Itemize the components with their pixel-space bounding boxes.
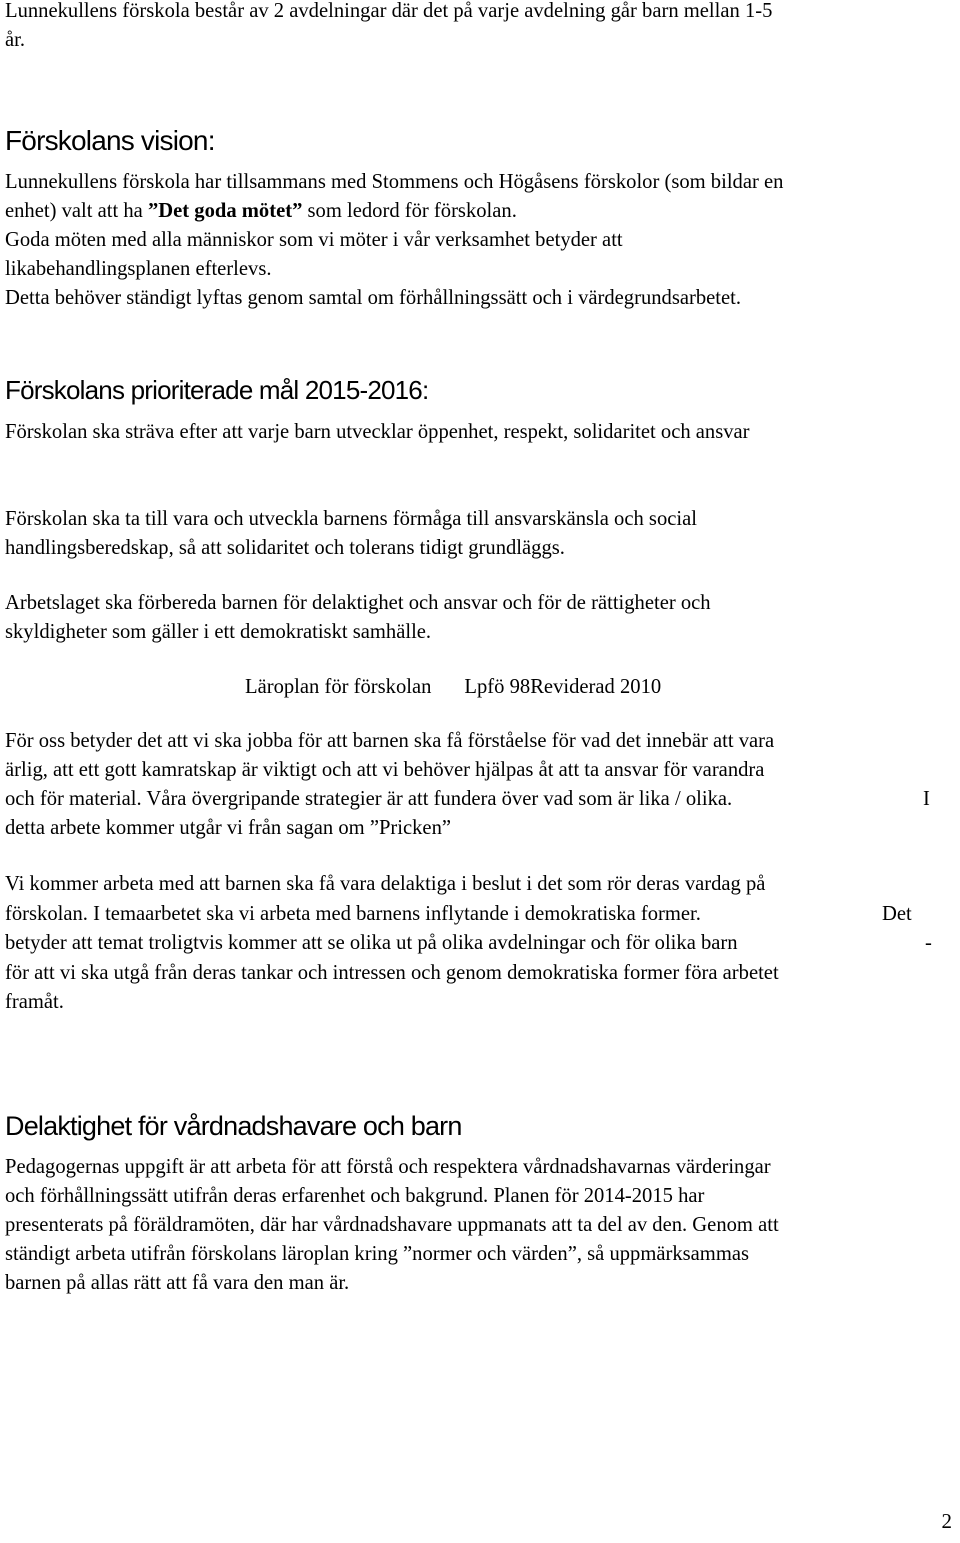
intro-line: Lunnekullens förskola består av 2 avdelningar där det på varje avdelning går barn mellan 1-5 xyxy=(5,0,773,22)
vision-paragraph xyxy=(5,168,783,313)
goals-text: betyder att temat troligtvis kommer att se olika ut på olika avdelningar och för olika barn xyxy=(5,932,738,954)
goals-paragraph-3 xyxy=(5,589,711,647)
participation-heading: Delaktighet för vårdnadshavare och barn xyxy=(5,1111,462,1141)
goals-line xyxy=(5,929,932,959)
goals-paragraph-5 xyxy=(5,870,932,1018)
participation-line: Pedagogernas uppgift är att arbeta för att förstå och respektera vårdnadshavarnas värderingar xyxy=(5,1156,771,1178)
goals-line: Förskolan ska ta till vara och utveckla barnens förmåga till ansvarskänsla och social xyxy=(5,508,697,530)
vision-heading: Förskolans vision: xyxy=(5,125,215,156)
participation-line: presenterats på föräldramöten, där har vårdnadshavare uppmanats att ta del av den. Genom att xyxy=(5,1214,779,1236)
intro-line: år. xyxy=(5,29,26,51)
goals-line: skyldigheter som gäller i ett demokratiskt samhälle. xyxy=(5,621,432,643)
goals-line: handlingsberedskap, så att solidaritet och tolerans tidigt grundläggs. xyxy=(5,537,565,559)
goals-text: Det xyxy=(882,902,912,925)
participation-line: ständigt arbeta utifrån förskolans läroplan kring ”normer och värden”, så uppmärksammas xyxy=(5,1243,749,1265)
participation-line: barnen på allas rätt att få vara den man är. xyxy=(5,1272,350,1294)
vision-line: Lunnekullens förskola har tillsammans med Stommens och Högåsens förskolor (som bildar en xyxy=(5,171,784,193)
goals-line: Förskolan ska sträva efter att varje barn utvecklar öppenhet, respekt, solidaritet och ansvar xyxy=(5,421,750,443)
goals-text: förskolan. I temaarbetet ska vi arbeta med barnens inflytande i demokratiska former. xyxy=(5,902,701,925)
goals-text: I xyxy=(923,788,930,810)
goals-line: Arbetslaget ska förbereda barnen för delaktighet och ansvar och för de rättigheter och xyxy=(5,592,711,614)
participation-line: och förhållningssätt utifrån deras erfarenhet och bakgrund. Planen för 2014-2015 har xyxy=(5,1185,705,1207)
vision-line: Detta behöver ständigt lyftas genom samtal om förhållningssätt och i värdegrundsarbetet. xyxy=(5,287,742,309)
intro-paragraph xyxy=(5,0,772,55)
vision-text: som ledord för förskolan. xyxy=(302,200,517,222)
curriculum-source xyxy=(245,673,661,702)
vision-line xyxy=(5,197,783,226)
curriculum-title: Läroplan för förskolan xyxy=(245,676,432,698)
vision-line: likabehandlingsplanen efterlevs. xyxy=(5,258,272,280)
goals-paragraph-1 xyxy=(5,418,750,447)
goals-text: - xyxy=(925,932,932,954)
goals-paragraph-2 xyxy=(5,505,697,563)
goals-line xyxy=(5,785,930,814)
goals-line: ärlig, att ett gott kamratskap är viktigt och att vi behöver hjälpas åt att ta ansvar för varandra xyxy=(5,759,765,781)
goals-line: detta arbete kommer utgår vi från sagan om ”Pricken” xyxy=(5,817,452,839)
goals-paragraph-4 xyxy=(5,727,930,843)
goals-text: och för material. Våra övergripande strategier är att fundera över vad som är lika / olika. xyxy=(5,788,733,810)
goals-line: för att vi ska utgå från deras tankar och intressen och genom demokratiska former föra arbetet xyxy=(5,961,779,984)
goals-heading: Förskolans prioriterade mål 2015-2016: xyxy=(5,375,429,405)
goals-line: För oss betyder det att vi ska jobba för att barnen ska få förståelse för vad det innebär att vara xyxy=(5,730,775,752)
vision-text: enhet) valt att ha xyxy=(5,200,148,222)
goals-line: framåt. xyxy=(5,991,64,1013)
page-number: 2 xyxy=(941,1509,952,1533)
vision-motto: ”Det goda mötet” xyxy=(147,200,303,222)
goals-line xyxy=(5,900,912,930)
vision-line: Goda möten med alla människor som vi möter i vår verksamhet betyder att xyxy=(5,229,623,251)
goals-line: Vi kommer arbeta med att barnen ska få vara delaktiga i beslut i det som rör deras vardag på xyxy=(5,873,766,895)
participation-paragraph xyxy=(5,1153,779,1298)
curriculum-version: Lpfö 98Reviderad 2010 xyxy=(464,676,662,698)
